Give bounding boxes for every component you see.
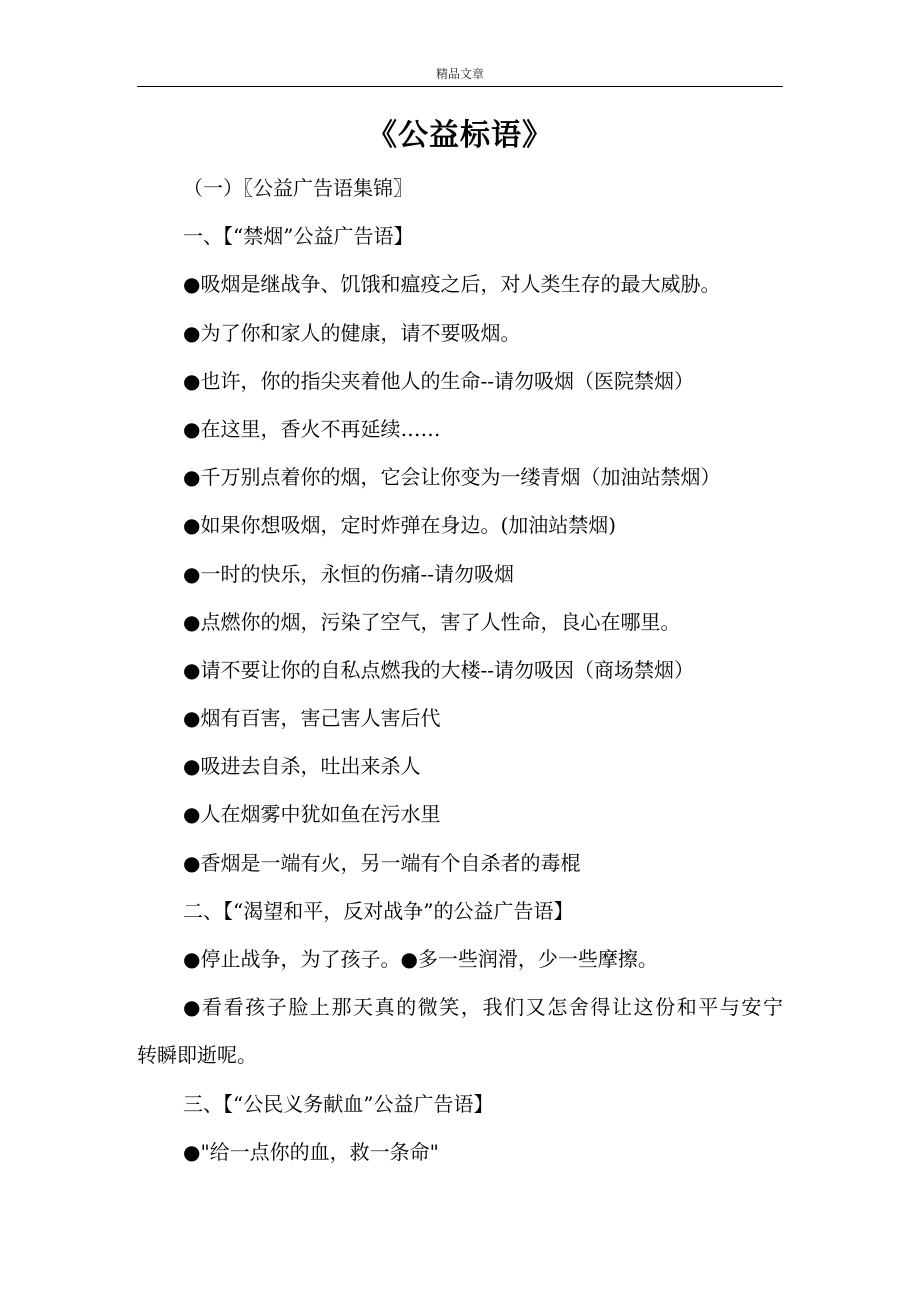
slogan-item: ●请不要让你的自私点燃我的大楼--请勿吸因（商场禁烟） [183, 657, 694, 682]
slogan-item: ●在这里，香火不再延续…… [183, 416, 441, 441]
slogan-item: ●吸烟是继战争、饥饿和瘟疫之后，对人类生存的最大威胁。 [183, 272, 721, 297]
slogan-item: ●如果你想吸烟，定时炸弹在身边。(加油站禁烟) [183, 513, 617, 538]
slogan-item: ●"给一点你的血，救一条命" [183, 1139, 439, 1164]
section-heading-smoking: 一、【“禁烟”公益广告语】 [183, 224, 414, 249]
slogan-item: ●停止战争，为了孩子。●多一些润滑，少一些摩擦。 [183, 947, 658, 971]
slogan-item-continuation: 转瞬即逝呢。 [137, 1043, 257, 1068]
slogan-item: ●人在烟雾中犹如鱼在污水里 [183, 802, 441, 827]
section-heading-peace: 二、【“渴望和平，反对战争”的公益广告语】 [183, 898, 574, 923]
slogan-item: ●为了你和家人的健康，请不要吸烟。 [183, 320, 521, 345]
header-label: 精品文章 [435, 67, 484, 81]
slogan-item: ●吸进去自杀，吐出来杀人 [183, 754, 421, 779]
slogan-item: ●也许，你的指尖夹着他人的生命--请勿吸烟（医院禁烟） [183, 368, 694, 393]
page-header [137, 62, 783, 87]
slogan-item: ●一时的快乐，永恒的伤痛--请勿吸烟 [183, 561, 514, 586]
slogan-item: ●烟有百害，害己害人害后代 [183, 706, 441, 731]
subtitle-collection: （一）〖公益广告语集锦〗 [183, 176, 413, 200]
document-body [137, 164, 783, 1176]
document-title: 《公益标语》 [367, 118, 553, 153]
slogan-item: ●看看孩子脸上那天真的微笑，我们又怎舍得让这份和平与安宁 [183, 995, 783, 1020]
section-heading-blood-donation: 三、【“公民义务献血”公益广告语】 [183, 1091, 494, 1116]
slogan-item: ●点燃你的烟，污染了空气，害了人性命，良心在哪里。 [183, 609, 681, 634]
slogan-item: ●千万别点着你的烟，它会让你变为一缕青烟（加油站禁烟） [183, 465, 721, 490]
slogan-item: ●香烟是一端有火，另一端有个自杀者的毒棍 [183, 850, 581, 875]
